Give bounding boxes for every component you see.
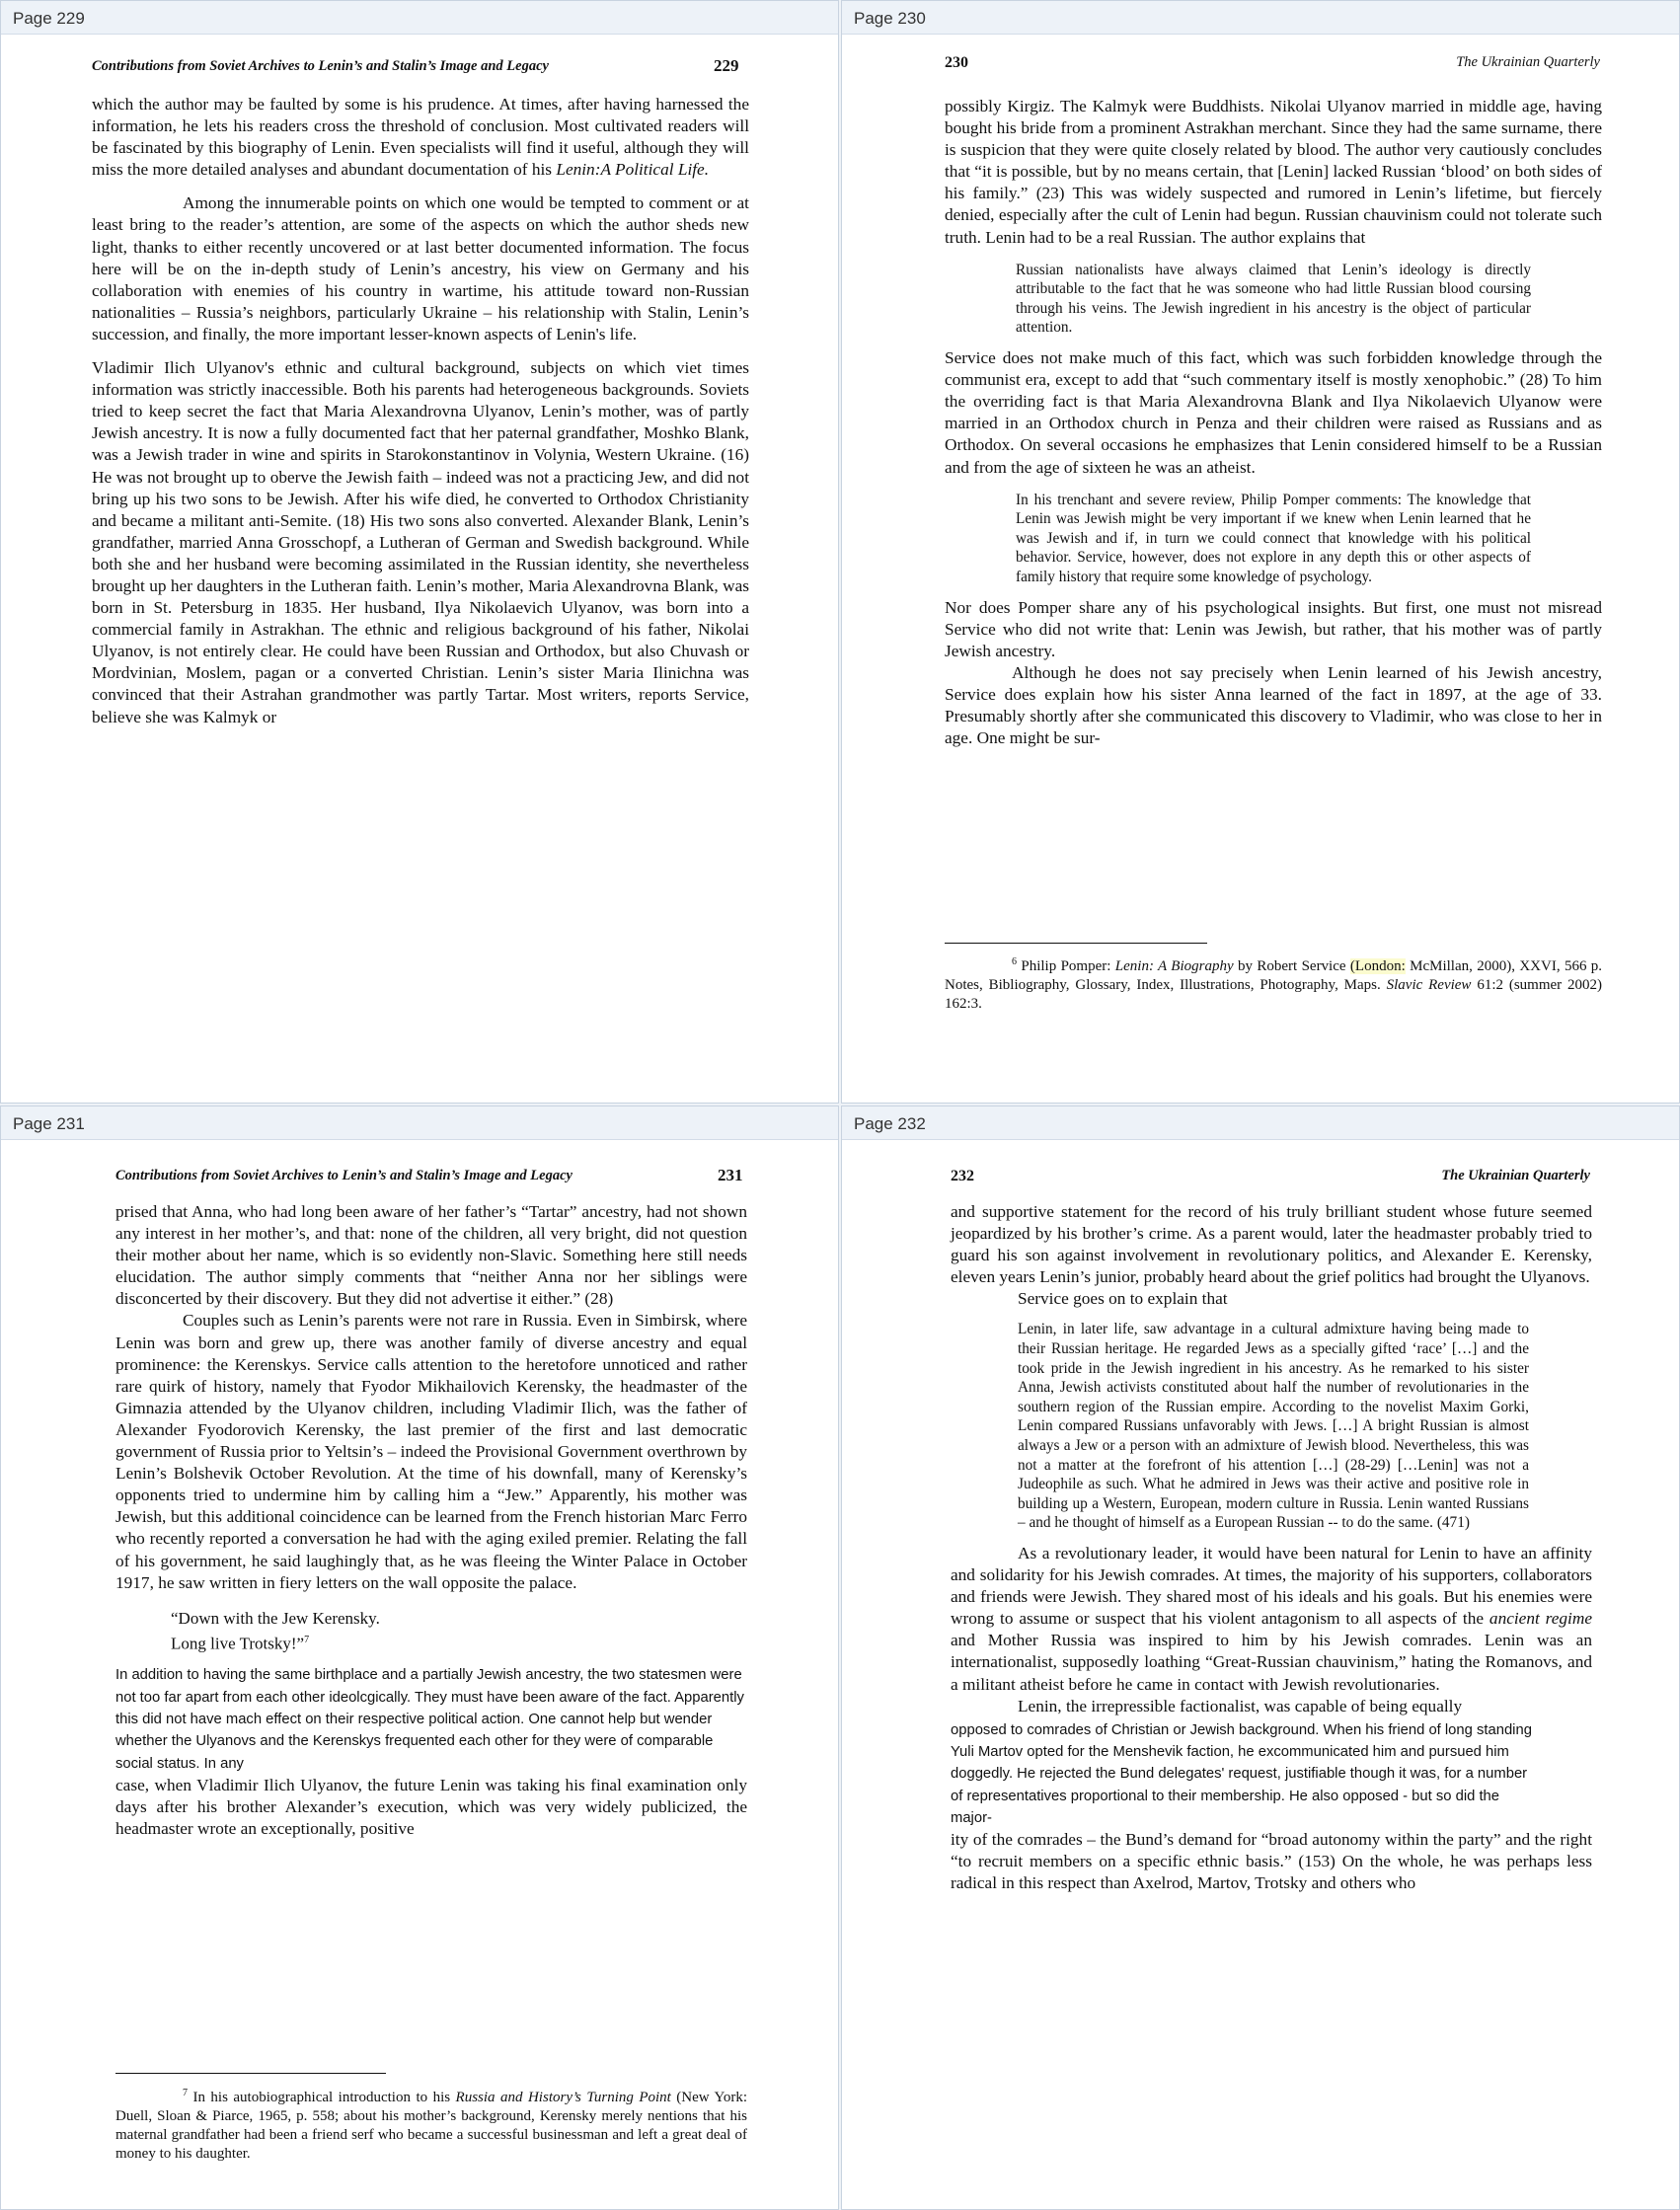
page-panel-231[interactable] <box>0 1105 839 2210</box>
document-page-231 <box>1 1140 838 2209</box>
paragraph: Although he does not say precisely when Lenin learned of his Jewish ancestry, Service does explain how his sister Anna learned of the fact in 1897, at the age of 33. Presumably shortly after she communicated this discovery to Vladimir, who was close to her in age. One might be sur- <box>945 662 1602 748</box>
footnote-text: Philip Pomper: <box>1021 958 1111 974</box>
block-quote: In his trenchant and severe review, Philip Pomper comments: The knowledge that Lenin was Jewish might be very important if we knew when Lenin learned that he was Jewish and if, in turn we could connect that knowledge with his political behavior. Service, however, does not explore in any depth this or other aspects of family history that require some knowledge of psychology. <box>1016 491 1531 585</box>
footnote-text: (New York: Duell, Sloan & Piarce, 1965, p. 558; about his mother’s background, Kerensky merely nentions that his maternal grandfather had been a friend serf who became a successful businessman and left a great deal of money to his daughter. <box>115 2090 748 2162</box>
paragraph: Lenin, the irrepressible factionalist, was capable of being equally <box>1018 1696 1463 1715</box>
footnote-journal: Slavic Review <box>1386 977 1472 993</box>
footnote <box>115 2084 747 2164</box>
footnote-rule <box>945 943 1207 944</box>
footnote-marker: 7 <box>304 1634 310 1645</box>
highlighted-text: (London: <box>1349 958 1406 974</box>
page-header-232: Page 232 <box>842 1106 1679 1140</box>
paragraph: Couples such as Lenin’s parents were not rare in Russia. Even in Simbirsk, where Lenin was born and grew up, there was another family of diverse ancestry and equal prominence: the Kerenskys. Service calls attention to the heretofore unnoticed and rather rare quirk of history, namely that Fyodor Mikhailovich Kerensky, the headmaster of the Gimnazia attended by the Ulyanov children, including Vladimir Ilich, was the father of Alexander Fyodorovich Kerensky, the last premier of the first and last democratic government of Russia prior to Yeltsin’s – indeed the Provisional Government overthrown by Lenin’s Bolshevik October Revolution. At the time of his downfall, many of Kerensky’s opponents tried to undermine him by calling him a “Jew.” Apparently, his mother was Jewish, but this additional coincidence can be learned from the French historian Marc Ferro who recently reported a conversation he had with the aging exiled premier. Relating the fall of his government, he said laughingly that, as he was fleeing the Winter Palace in October 1917, he saw written in fiery letters on the wall opposite the palace. <box>115 1311 747 1592</box>
page-header-230: Page 230 <box>842 1 1679 35</box>
page-number: 230 <box>945 54 968 71</box>
footnote-text: by Robert Service <box>1238 958 1346 974</box>
poem-line: “Down with the Jew Kerensky. <box>171 1608 380 1628</box>
page-number: 232 <box>951 1168 974 1184</box>
footnote-text: McMillan, 2000), XXVI, 566 p. Notes, Bibliography, Glossary, Index, Illustrations, Photography, Maps. <box>945 958 1603 993</box>
page-panel-232[interactable] <box>841 1105 1680 2210</box>
paragraph: case, when Vladimir Ilich Ulyanov, the future Lenin was taking his final examination only days after his brother Alexander’s execution, which was very widely publicized, the headmaster wrote an exceptionally, positive <box>115 1775 747 1839</box>
paragraph: Service goes on to explain that <box>1018 1289 1228 1309</box>
paragraph: opposed to comrades of Christian or Jewish background. When his friend of long standing Yuli Martov opted for the Menshevik faction, he excommunicated him and pursued him doggedly. He rejected the Bund delegates' request, justifiable though it was, for a number of representatives proportional to their membership. He also opposed - but so did the major- <box>951 1721 1532 1826</box>
footnote-title: Russia and History’s Turning Point <box>455 2090 671 2105</box>
footnote-marker: 6 <box>1012 956 1017 967</box>
document-page-232 <box>842 1140 1679 2209</box>
body-text <box>945 96 1602 749</box>
paragraph <box>951 1543 1592 1696</box>
paragraph <box>92 94 749 181</box>
paragraph: In addition to having the same birthplace and a partially Jewish ancestry, the two statesmen were not too far apart from each other ideolcgically. They must have been aware of the fact. Apparently this did not have mach effect on their respective political action. One cannot help but wender whether the Ulyanovs and the Kerenskys frequented each other for they were of comparable social status. In any <box>115 1667 744 1772</box>
page-number: 231 <box>718 1166 743 1184</box>
paragraph: Vladimir Ilich Ulyanov's ethnic and cultural background, subjects on which viet times information was strictly inaccessible. Both his parents had heterogeneous backgrounds. Soviets tried to keep secret the fact that Maria Alexandrovna Ulyanov, Lenin’s mother, was of partly Jewish ancestry. It is now a fully documented fact that her paternal grandfather, Moshko Blank, was a Jewish trader in wine and spirits in Starokonstantinov in Volynia, Western Ukraine. (16) He was not brought up to oberve the Jewish faith – indeed was not a practicing Jew, and did not bring up his two sons to be Jewish. After his wife died, he converted to Orthodox Christianity and became a militant anti-Semite. (18) His two sons also converted. Alexander Blank, Lenin’s grandfather, married Anna Grosschopf, a Lutheran of German and Swedish background. While both she and her husband were becoming assimilated in the Russian identity, she nevertheless brought up her daughters in the Lutheran faith. Lenin’s mother, Maria Alexandrovna Blank, was born in St. Petersburg in 1835. Her husband, Ilya Nikolaevich Ulyanov, was born into a commercial family in Astrakhan. The ethnic and religious background of his father, Nikolai Ulyanov, is not entirely clear. He could have been Russian and Orthodox, but also Chuvash or Mordvinian, Moslem, pagan or a converted Christian. Lenin’s sister Maria Ilinichna was convinced that their Astrahan grandmother was partly Tartar. Most writers, reports Service, believe she was Kalmyk or <box>92 358 749 726</box>
paragraph: Nor does Pomper share any of his psychological insights. But first, one must not misread Service who did not write that: Lenin was Jewish, but rather, that his mother was of partly Jewish ancestry. <box>945 597 1602 660</box>
block-quote: Lenin, in later life, saw advantage in a cultural admixture having being made to their Russian heritage. He regarded Jews as a specially gifted ‘race’ […] and the took pride in the Jewish ingredient in his ancestry. As he remarked to his sister Anna, Jewish activists constituted about half the number of revolutionaries in the southern region of the Russian empire. According to the novelist Maxim Gorki, Lenin compared Russians unfavorably with Jews. […] A bright Russian is almost always a Jew or a person with an admixture of Jewish blood. Nevertheless, this was not a matter at the forefront of his attention […] (28-29) […Lenin] was not a Judeophile as such. What he admired in Jews was their active and positive role in building up a Western, European, modern culture in Russia. Lenin wanted Russians – and he thought of himself as a European Russian -- to do the same. (471) <box>1018 1321 1529 1532</box>
page-number: 229 <box>714 56 739 75</box>
body-text <box>951 1201 1592 1895</box>
paragraph: prised that Anna, who had long been aware of her father’s “Tartar” ancestry, had not shown any interest in her mother’s, and that: none of the children, all very bright, did not question their mother about her name, which is so evidently non-Slavic. Something here still needs elucidation. The author simply comments that “neither Anna nor her siblings were disconcerted by their discovery. But they did not advertise it either.” (28) <box>115 1202 747 1309</box>
running-head: Contributions from Soviet Archives to Lenin’s and Stalin’s Image and Legacy <box>115 1168 573 1183</box>
book-title: Lenin:A Political Life. <box>556 160 710 180</box>
running-head: The Ukrainian Quarterly <box>1456 54 1600 70</box>
footnote-marker: 7 <box>183 2088 188 2098</box>
document-page-230 <box>842 35 1679 1103</box>
paragraph: ity of the comrades – the Bund’s demand for “broad autonomy within the party” and the right “to recruit members on a specific ethnic basis.” (153) On the whole, he was perhaps less radical in this respect than Axelrod, Martov, Trotsky and others who <box>951 1830 1592 1893</box>
body-text <box>92 94 749 728</box>
page-header-231: Page 231 <box>1 1106 838 1140</box>
footnote-rule <box>115 2073 386 2074</box>
paragraph-text: and Mother Russia was inspired to him by his Jewish comrades. Lenin was an internationalist, supposedly loathing “Great-Russian chauvinism,” hating the Romanovs, and a militant atheist before he came in contact with Jewish revolutionaries. <box>951 1631 1592 1694</box>
block-quote: Russian nationalists have always claimed that Lenin’s ideology is directly attributable to the fact that he was someone who had little Russian blood coursing through his veins. The Jewish ingredient in his ancestry is the object of particular attention. <box>1016 261 1531 337</box>
footnote-title: Lenin: A Biography <box>1114 958 1234 974</box>
poem-quote <box>171 1608 747 1655</box>
running-head: Contributions from Soviet Archives to Lenin’s and Stalin’s Image and Legacy <box>92 58 549 74</box>
paragraph: Among the innumerable points on which one would be tempted to comment or at least bring to the reader’s attention, are some of the aspects on which the author sheds new light, thanks to either recently uncovered or at last better documented information. The focus here will be on the in-depth study of Lenin’s ancestry, his view on Germany and his collaboration with enemies of his country in wartime, his attitude toward non-Russian nationalities – Russia’s neighbors, particularly Ukraine – his relationship with Stalin, Lenin’s succession, and finally, the more important lesser-known aspects of Lenin's life. <box>92 193 749 343</box>
footnote-text: 61:2 (summer 2002) 162:3. <box>945 977 1603 1012</box>
footnote <box>945 953 1602 1014</box>
poem-line: Long live Trotsky!” <box>171 1634 305 1653</box>
page-panel-230[interactable] <box>841 0 1680 1104</box>
paragraph: and supportive statement for the record of his truly brilliant student whose future seemed jeopardized by his brother’s crime. As a parent would, later the headmaster probably tried to guard his son against involvement in revolutionary politics, and Alexander E. Kerensky, eleven years Lenin’s junior, probably heard about the grief politics had brought the Ulyanovs. <box>951 1202 1592 1287</box>
paragraph-text: As a revolutionary leader, it would have been natural for Lenin to have an affinity and solidarity for his Jewish comrades. At times, the majority of his supporters, collaborators and friends were Jewish. They shared most of his ideals and his goals. But his enemies were wrong to assume or suspect that his violent antagonism to all aspects of the <box>951 1544 1592 1629</box>
page-panel-229[interactable] <box>0 0 839 1104</box>
emphasis-text: ancient regime <box>1489 1609 1593 1629</box>
page-header-229: Page 229 <box>1 1 838 35</box>
running-head: The Ukrainian Quarterly <box>1441 1168 1590 1183</box>
body-text <box>115 1201 747 1840</box>
footnote-text: In his autobiographical introduction to his <box>192 2090 451 2105</box>
paragraph: possibly Kirgiz. The Kalmyk were Buddhists. Nikolai Ulyanov married in middle age, having bought his bride from a prominent Astrakhan merchant. Since they had the same surname, there is suspicion that they were quite closely related by blood. The author very cautiously concludes that “it is possible, but by no means certain, that [Lenin] lacked Russian ‘blood’ on both sides of his family.” (23) This was widely suspected and rumored in Lenin’s lifetime, but fiercely denied, especially after the cult of Lenin had begun. Russian chauvinism could not tolerate such truth. Lenin had to be a real Russian. The author explains that <box>945 97 1602 247</box>
document-page-229 <box>1 35 838 1103</box>
paragraph: Service does not make much of this fact, which was such forbidden knowledge through the communist era, except to add that “such commentary itself is mostly xenophobic.” (28) To him the overriding fact is that Maria Alexandrovna Blank and Ilya Nikolaevich Ulyanow were married in an Orthodox church in Penza and their children were raised as Russians and as Orthodox. On several occasions he emphasizes that Lenin considered himself to be a Russian and from the age of sixteen he was an atheist. <box>945 348 1602 477</box>
paragraph-text: which the author may be faulted by some is his prudence. At times, after having harnessed the information, he lets his readers cross the threshold of conclusion. Most cultivated readers will be fascinated by this biography of Lenin. Even specialists will find it useful, although they will miss the more detailed analyses and abundant documentation of his <box>92 95 749 180</box>
